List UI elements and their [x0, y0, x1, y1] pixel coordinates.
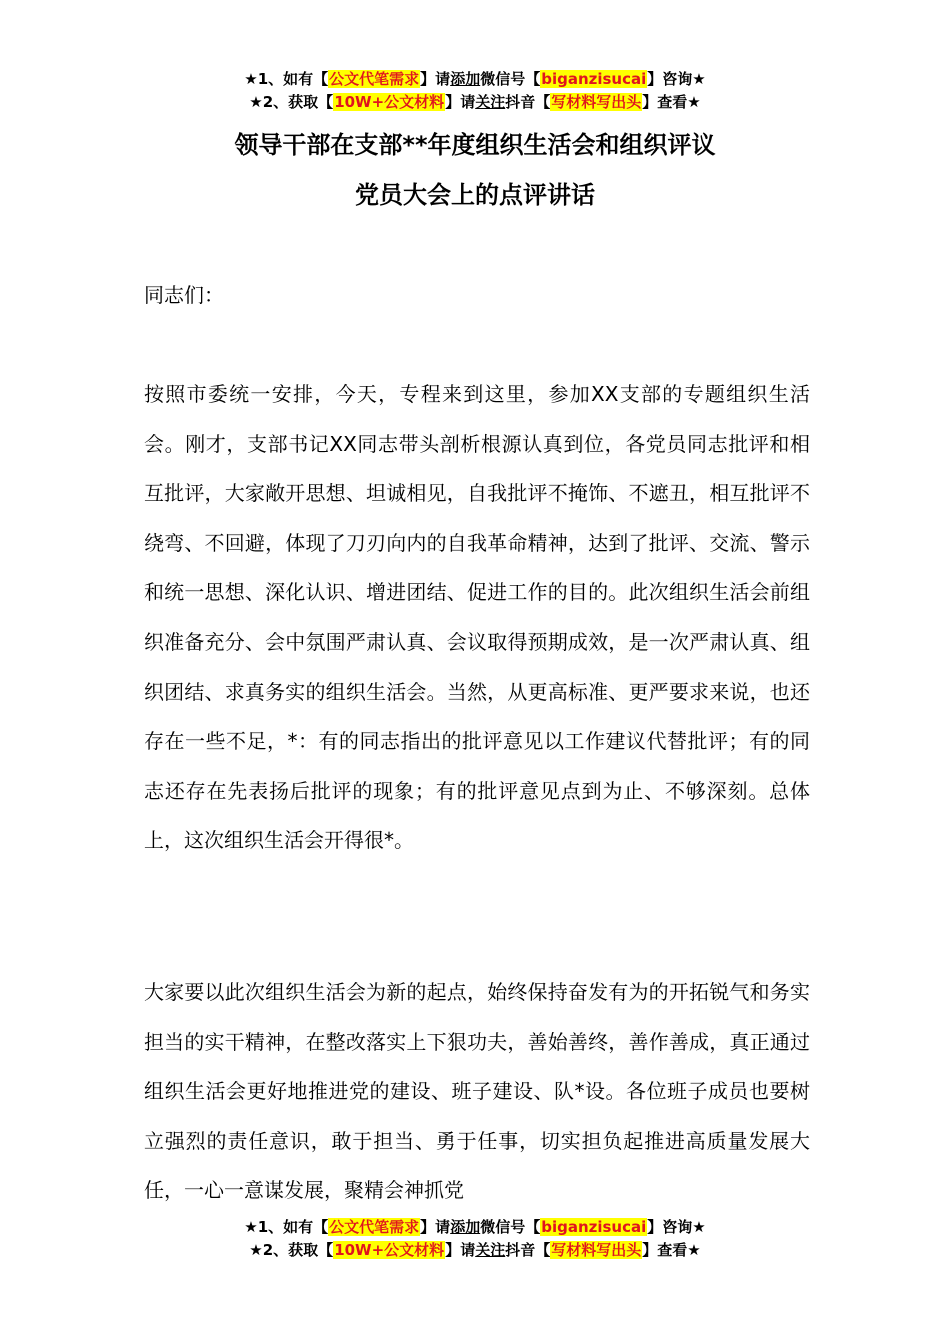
promo-highlight: 10W+公文材料: [334, 93, 445, 111]
promo-highlight: 公文代笔需求: [329, 70, 420, 88]
paragraph-2: 大家要以此次组织生活会为新的起点，始终保持奋发有为的开拓锐气和务实担当的实干精神，在整改落实上下狠功夫，善始善终，善作善成，真正通过组织生活会更好地推进党的建设、班子建设、队*设。各位班子成员也要树立强烈的责任意识，敢于担当、勇于任事，切实担负起推进高质量发展大任，一心一意谋发展，聚精会神抓党: [144, 980, 810, 1203]
promo-wechat-id: biganzisucai: [541, 1218, 647, 1236]
paragraph-1: 按照市委统一安排，今天，专程来到这里，参加XX支部的专题组织生活会。刚才，支部书记XX同志带头剖析根源认真到位，各党员同志批评和相互批评，大家敞开思想、坦诚相见，自我批评不掩饰、不遮丑，相互批评不绕弯、不回避，体现了刀刃向内的自我革命精神，达到了批评、交流、警示和统一思想、深化认识、增进团结、促进工作的目的。此次组织生活会前组织准备充分、会中氛围严肃认真、会议取得预期成效，是一次严肃认真、组织团结、求真务实的组织生活会。当然，从更高标准、更严要求来说，也还存在一些不足，*：有的同志指出的批评意见以工作建议代替批评；有的同志还存在先表扬后批评的现象；有的批评意见点到为止、不够深刻。总体上，这次组织生活会开得很*。: [144, 382, 810, 853]
promo-line-2: ★2、获取【10W+公文材料】请关注抖音【写材料写出头】查看★: [249, 93, 701, 111]
promo-highlight: 10W+公文材料: [334, 1241, 445, 1259]
promo-douyin-id: 写材料写出头: [551, 93, 642, 111]
promo-highlight: 公文代笔需求: [329, 1218, 420, 1236]
salutation: 同志们：: [144, 283, 224, 307]
document-title-line-2: 党员大会上的点评讲话: [355, 181, 595, 209]
document-title-line-1: 领导干部在支部**年度组织生活会和组织评议: [234, 131, 716, 159]
promo-line-1: ★1、如有【公文代笔需求】请添加微信号【biganzisucai】咨询★: [244, 1218, 706, 1236]
promo-header: [0, 68, 950, 114]
promo-line-2: ★2、获取【10W+公文材料】请关注抖音【写材料写出头】查看★: [249, 1241, 701, 1259]
promo-douyin-id: 写材料写出头: [551, 1241, 642, 1259]
promo-line-1: ★1、如有【公文代笔需求】请添加微信号【biganzisucai】咨询★: [244, 70, 706, 88]
promo-footer: [0, 1216, 950, 1262]
promo-wechat-id: biganzisucai: [541, 70, 647, 88]
